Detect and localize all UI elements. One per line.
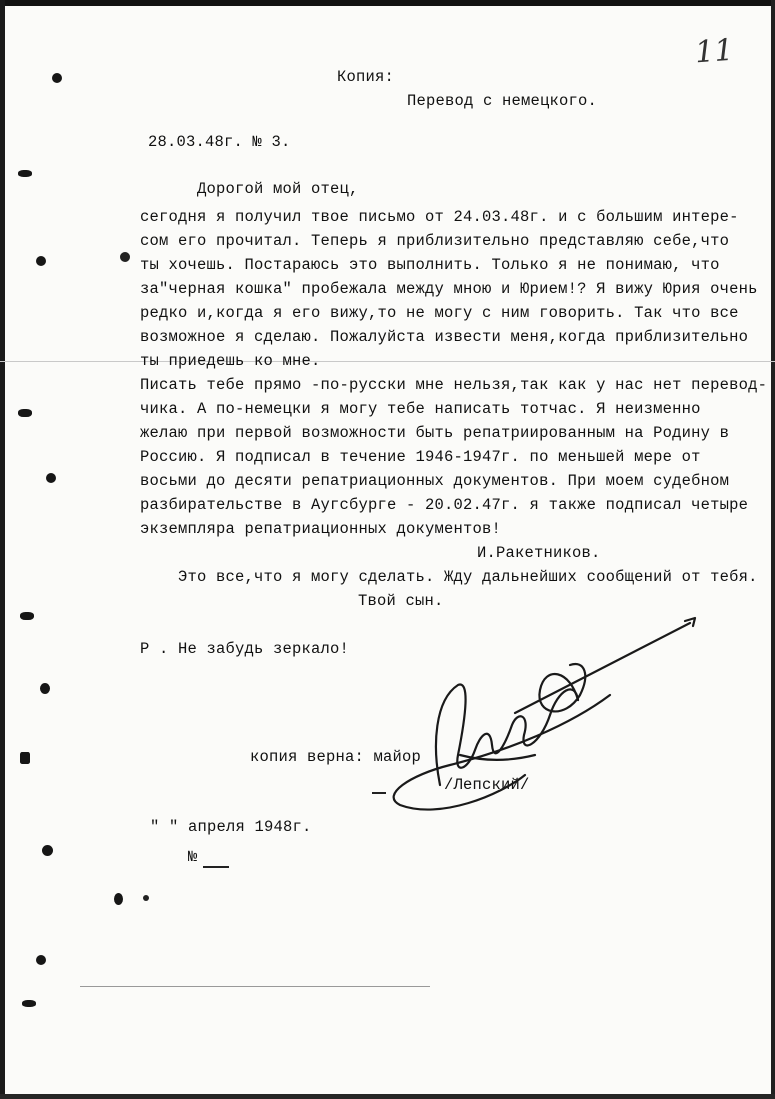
body-line: ты приедешь ко мне. bbox=[140, 352, 321, 370]
faint-rule bbox=[80, 986, 430, 987]
punch-hole bbox=[40, 683, 50, 694]
ink-blot bbox=[143, 895, 149, 901]
body-line: сом его прочитал. Теперь я приблизительно представляю себе,что bbox=[140, 232, 730, 250]
punch-hole bbox=[18, 409, 32, 417]
letter-date-number: 28.03.48г. № 3. bbox=[148, 133, 291, 151]
body-line: желаю при первой возможности быть репатриированным на Родину в bbox=[140, 424, 730, 442]
punch-hole bbox=[36, 955, 46, 965]
punch-hole bbox=[22, 1000, 36, 1007]
copy-label: Копия: bbox=[337, 68, 395, 86]
signature-name: И.Ракетников. bbox=[477, 544, 601, 562]
copy-true-label: копия верна: майор bbox=[250, 748, 422, 766]
body-line: экземпляра репатриационных документов! bbox=[140, 520, 502, 538]
punch-hole bbox=[20, 612, 34, 620]
punch-hole bbox=[52, 73, 62, 83]
body-line: Писать тебе прямо -по-русски мне нельзя,так как у нас нет перевод- bbox=[140, 376, 768, 394]
punch-hole bbox=[20, 752, 30, 764]
handwritten-signature bbox=[340, 605, 720, 845]
closing-sign: Твой сын. bbox=[358, 592, 444, 610]
punch-hole bbox=[36, 256, 46, 266]
body-line: ты хочешь. Постараюсь это выполнить. Только я не понимаю, что bbox=[140, 256, 720, 274]
scan-border-bottom bbox=[0, 1094, 775, 1099]
punch-hole bbox=[18, 170, 32, 177]
salutation: Дорогой мой отец, bbox=[197, 180, 359, 198]
certification-date: " " апреля 1948г. bbox=[150, 818, 312, 836]
body-line: возможное я сделаю. Пожалуйста извести меня,когда приблизительно bbox=[140, 328, 749, 346]
body-line: разбирательстве в Аугсбурге - 20.02.47г. я также подписал четыре bbox=[140, 496, 749, 514]
scan-border-left bbox=[0, 0, 5, 1099]
body-line: редко и,когда я его вижу,то не могу с ним говорить. Так что все bbox=[140, 304, 739, 322]
number-underline bbox=[203, 866, 229, 868]
body-line: чика. А по-немецки я могу тебе написать тотчас. Я неизменно bbox=[140, 400, 701, 418]
punch-hole bbox=[42, 845, 53, 856]
body-line: восьми до десяти репатриационных документов. При моем судебном bbox=[140, 472, 730, 490]
closing-line: Это все,что я могу сделать. Жду дальнейших сообщений от тебя. bbox=[178, 568, 758, 586]
number-label: № bbox=[188, 848, 198, 866]
folio-number: 11 bbox=[693, 32, 735, 71]
body-line: за"черная кошка" пробежала между мною и Юрием!? Я вижу Юрия очень bbox=[140, 280, 758, 298]
ink-blot bbox=[120, 252, 130, 262]
translation-note: Перевод с немецкого. bbox=[407, 92, 598, 110]
postscript: Р . Не забудь зеркало! bbox=[140, 640, 350, 658]
scan-border-top bbox=[0, 0, 775, 6]
officer-name: /Лепский/ bbox=[444, 776, 530, 794]
page-fold-line bbox=[0, 361, 775, 362]
punch-hole bbox=[46, 473, 56, 483]
scan-border-right bbox=[771, 0, 775, 1099]
body-line: Россию. Я подписал в течение 1946-1947г. по меньшей мере от bbox=[140, 448, 701, 466]
punch-hole bbox=[114, 893, 123, 905]
body-line: сегодня я получил твое письмо от 24.03.48г. и с большим интере- bbox=[140, 208, 739, 226]
